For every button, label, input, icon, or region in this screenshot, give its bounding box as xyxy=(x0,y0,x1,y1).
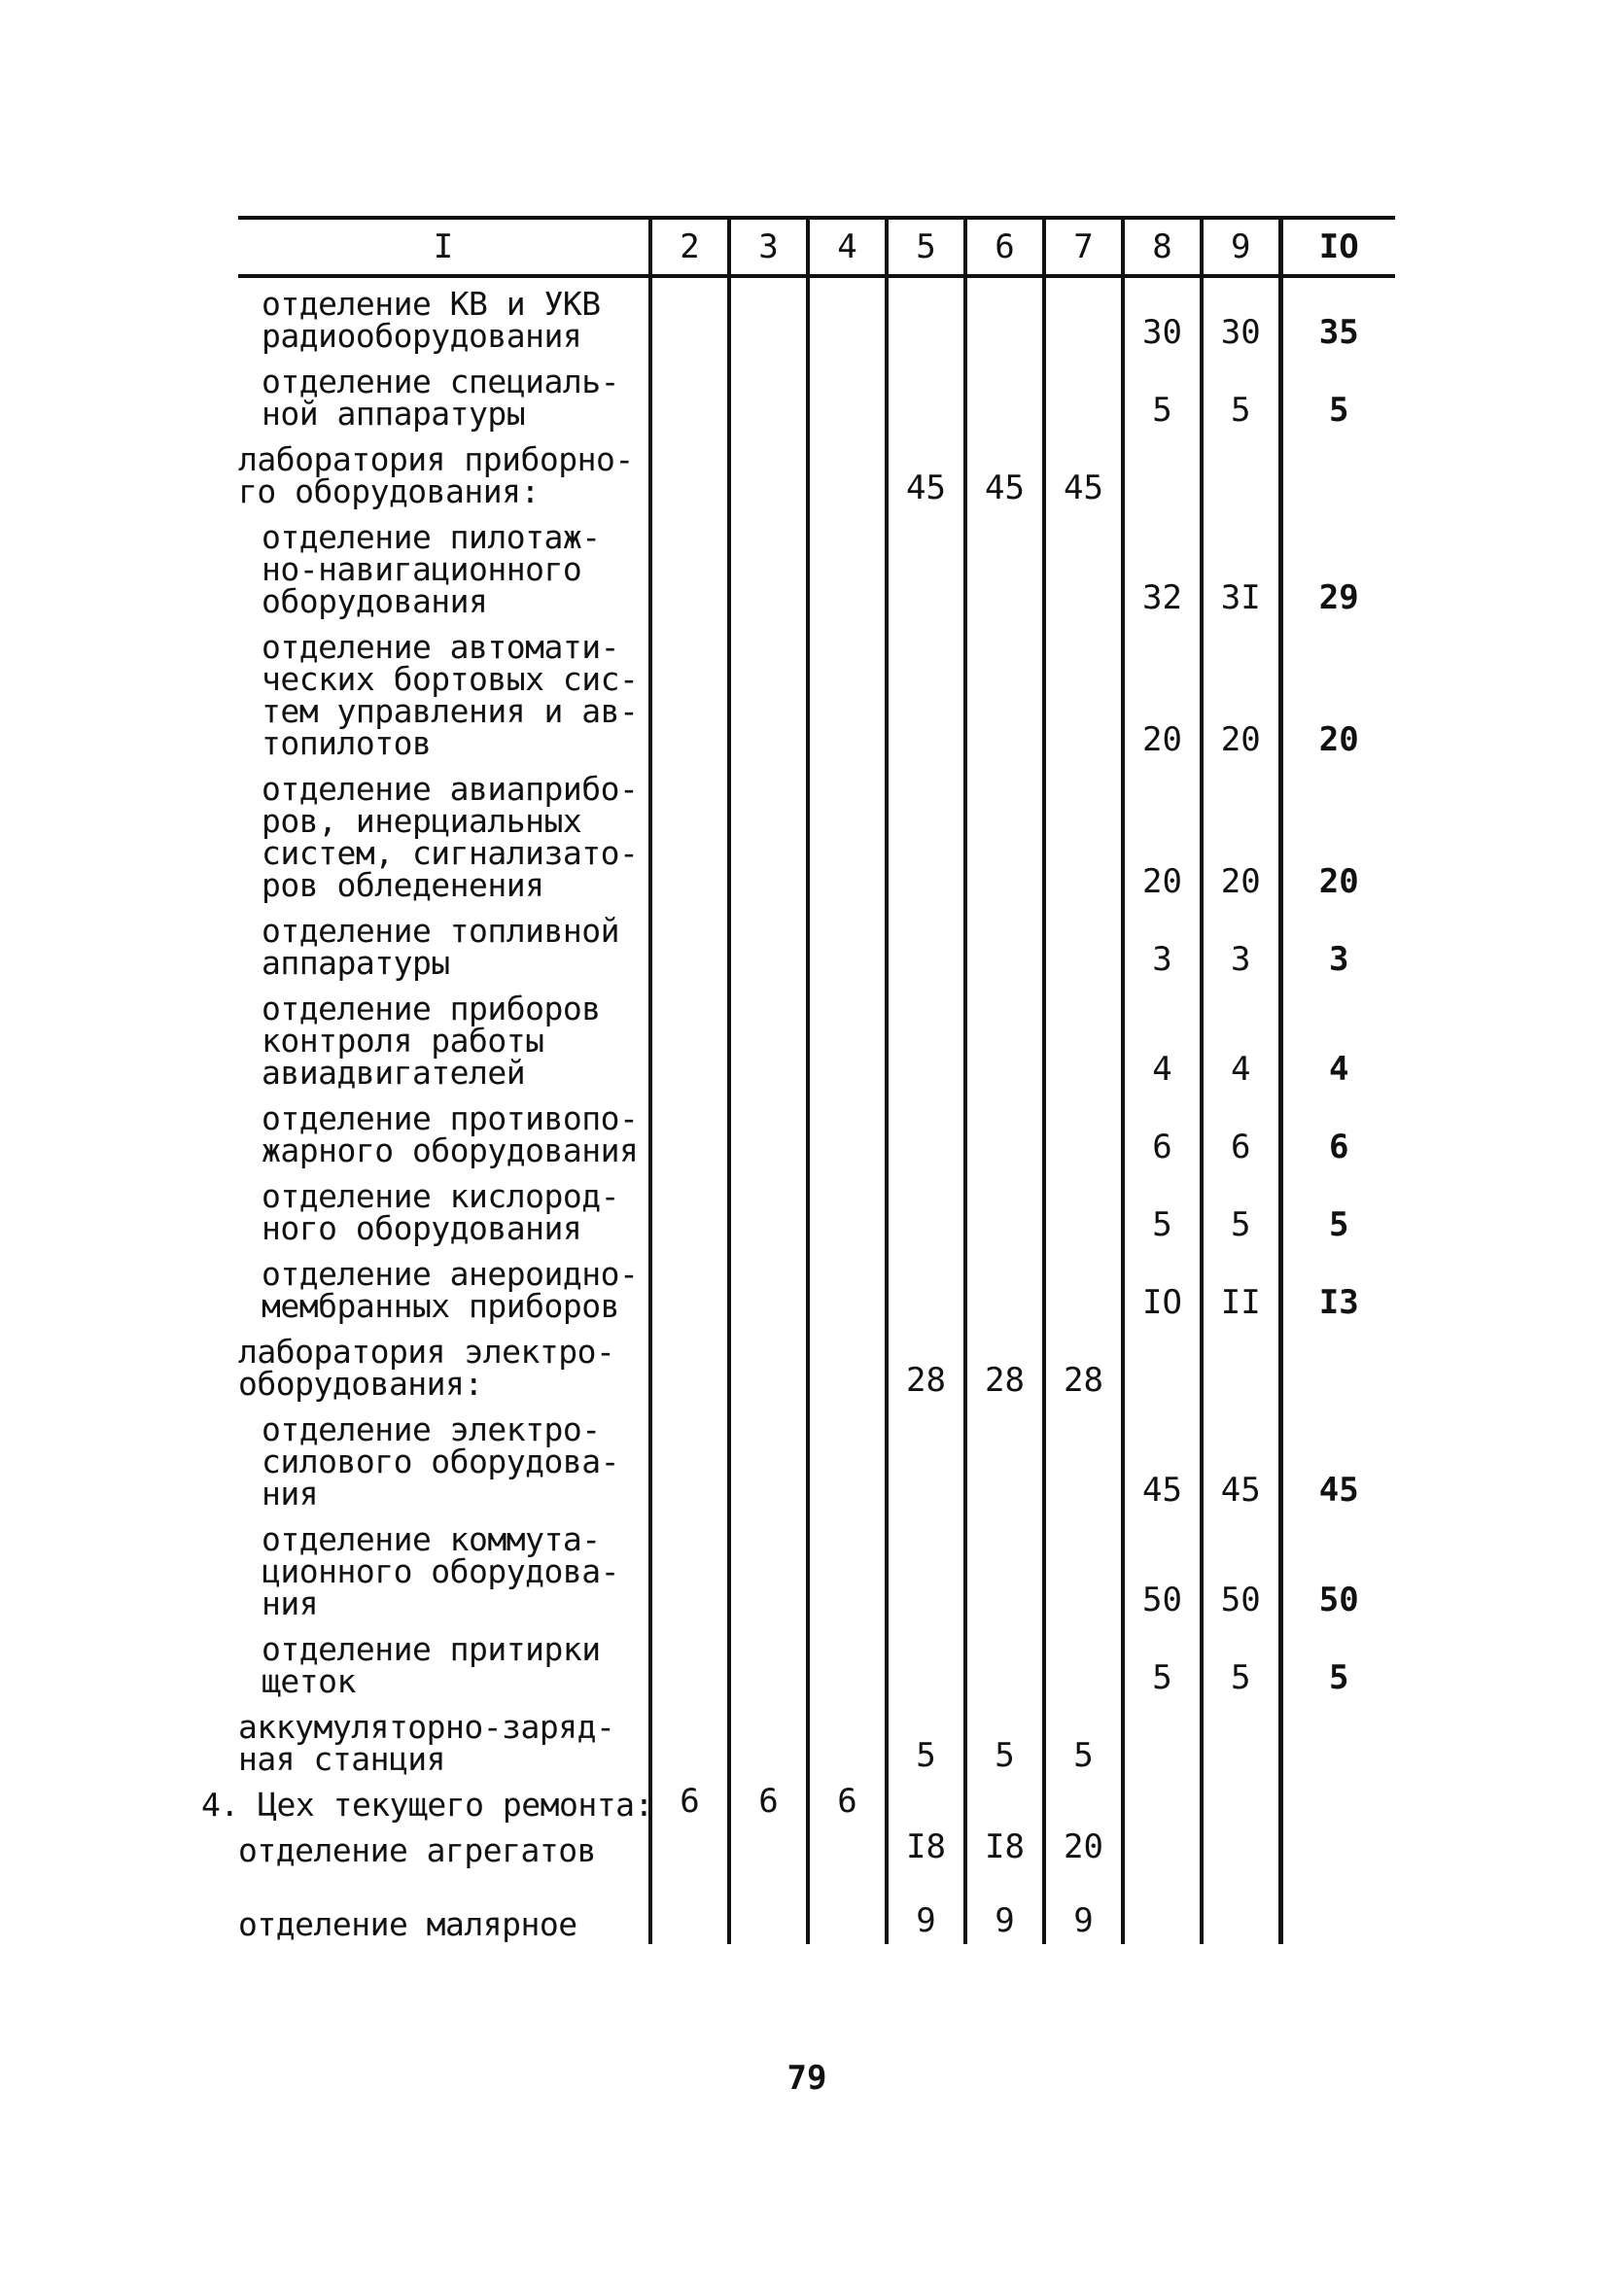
value-cell-col-3 xyxy=(729,356,808,434)
header-row xyxy=(238,218,1395,276)
value-cell-col-10: 5 xyxy=(1280,1623,1395,1701)
value-cell-col-8 xyxy=(1123,1870,1202,1944)
value-cell-col-10: 45 xyxy=(1280,1404,1395,1513)
header-cell-8: 8 xyxy=(1123,218,1202,276)
value-cell-col-6 xyxy=(965,1093,1044,1170)
table-row xyxy=(238,356,1395,434)
row-label-line: ров, инерциальных xyxy=(262,802,582,840)
value-cell-col-3 xyxy=(729,1326,808,1404)
row-label xyxy=(238,1870,650,1944)
value-cell-col-3 xyxy=(729,434,808,511)
value-cell-col-7 xyxy=(1044,763,1123,905)
row-label-line: лаборатория электро- xyxy=(238,1333,615,1371)
value-cell-col-10: 5 xyxy=(1280,356,1395,434)
value-cell-col-9: 20 xyxy=(1202,621,1280,763)
row-label-line: ного оборудования xyxy=(262,1209,582,1247)
value-cell-col-5 xyxy=(887,511,965,621)
value-cell-col-2 xyxy=(650,983,729,1093)
row-label-line: топилотов xyxy=(262,724,432,762)
row-label-line: тем управления и ав- xyxy=(262,692,639,730)
value-cell-col-6 xyxy=(965,763,1044,905)
value-cell-col-7: 20 xyxy=(1044,1825,1123,1870)
row-label-line: но-навигационного xyxy=(262,550,582,588)
row-label-line: отделение противопо- xyxy=(262,1099,639,1137)
value-cell-col-9: 3 xyxy=(1202,905,1280,983)
row-label-line: отделение анероидно- xyxy=(262,1255,639,1293)
row-label-line: ной аппаратуры xyxy=(262,395,526,433)
value-cell-col-5 xyxy=(887,1513,965,1623)
value-cell-col-8: 20 xyxy=(1123,763,1202,905)
header-cell-6: 6 xyxy=(965,218,1044,276)
value-cell-col-8: 5 xyxy=(1123,1623,1202,1701)
value-cell-col-4 xyxy=(808,1170,887,1248)
row-label-line: систем, сигнализато- xyxy=(262,834,639,872)
value-cell-col-9: 5 xyxy=(1202,1623,1280,1701)
table-row xyxy=(238,1093,1395,1170)
value-cell-col-2 xyxy=(650,276,729,356)
value-cell-col-4 xyxy=(808,763,887,905)
value-cell-col-6: I8 xyxy=(965,1825,1044,1870)
value-cell-col-7 xyxy=(1044,1779,1123,1825)
value-cell-col-2 xyxy=(650,356,729,434)
row-label xyxy=(238,983,650,1093)
value-cell-col-6 xyxy=(965,276,1044,356)
row-label-line: радиооборудования xyxy=(262,317,582,355)
table-row xyxy=(238,763,1395,905)
value-cell-col-4 xyxy=(808,983,887,1093)
value-cell-col-6: 45 xyxy=(965,434,1044,511)
row-label-line: ния xyxy=(262,1475,319,1513)
value-cell-col-3 xyxy=(729,983,808,1093)
value-cell-col-8: 30 xyxy=(1123,276,1202,356)
value-cell-col-8 xyxy=(1123,1701,1202,1779)
value-cell-col-6 xyxy=(965,1623,1044,1701)
value-cell-col-2: 6 xyxy=(650,1779,729,1825)
value-cell-col-5 xyxy=(887,983,965,1093)
value-cell-col-10 xyxy=(1280,1825,1395,1870)
row-label-line: щеток xyxy=(262,1662,356,1700)
table-row xyxy=(238,1513,1395,1623)
value-cell-col-2 xyxy=(650,905,729,983)
value-cell-col-9: 4 xyxy=(1202,983,1280,1093)
value-cell-col-4: 6 xyxy=(808,1779,887,1825)
row-label-line: ния xyxy=(262,1584,319,1622)
row-label-line: отделение специаль- xyxy=(262,363,619,400)
value-cell-col-4 xyxy=(808,1623,887,1701)
value-cell-col-2 xyxy=(650,1870,729,1944)
value-cell-col-5: I8 xyxy=(887,1825,965,1870)
value-cell-col-10: I3 xyxy=(1280,1248,1395,1326)
value-cell-col-10: 4 xyxy=(1280,983,1395,1093)
table-row xyxy=(238,1170,1395,1248)
value-cell-col-7 xyxy=(1044,1170,1123,1248)
value-cell-col-9: 5 xyxy=(1202,356,1280,434)
value-cell-col-2 xyxy=(650,434,729,511)
value-cell-col-5 xyxy=(887,621,965,763)
value-cell-col-2 xyxy=(650,621,729,763)
value-cell-col-10: 6 xyxy=(1280,1093,1395,1170)
row-label xyxy=(238,1093,650,1170)
value-cell-col-3 xyxy=(729,905,808,983)
value-cell-col-5: 9 xyxy=(887,1870,965,1944)
value-cell-col-6: 9 xyxy=(965,1870,1044,1944)
value-cell-col-9 xyxy=(1202,1870,1280,1944)
value-cell-col-7 xyxy=(1044,1623,1123,1701)
value-cell-col-3 xyxy=(729,1701,808,1779)
row-label-line: отделение КВ и УКВ xyxy=(262,285,601,323)
row-label-line: отделение автомати- xyxy=(262,628,619,666)
value-cell-col-4 xyxy=(808,356,887,434)
value-cell-col-5 xyxy=(887,905,965,983)
row-label xyxy=(238,1326,650,1404)
value-cell-col-2 xyxy=(650,1170,729,1248)
value-cell-col-8: 32 xyxy=(1123,511,1202,621)
table-row xyxy=(238,1825,1395,1870)
row-label-line: отделение пилотаж- xyxy=(262,518,601,556)
row-label-line: лаборатория приборно- xyxy=(238,440,634,478)
value-cell-col-2 xyxy=(650,1825,729,1870)
value-cell-col-4 xyxy=(808,905,887,983)
row-label-line: отделение коммута- xyxy=(262,1520,601,1558)
value-cell-col-8 xyxy=(1123,1779,1202,1825)
value-cell-col-8 xyxy=(1123,434,1202,511)
value-cell-col-2 xyxy=(650,1404,729,1513)
value-cell-col-7 xyxy=(1044,276,1123,356)
value-cell-col-4 xyxy=(808,1701,887,1779)
value-cell-col-5: 5 xyxy=(887,1701,965,1779)
value-cell-col-4 xyxy=(808,1870,887,1944)
value-cell-col-10: 20 xyxy=(1280,763,1395,905)
value-cell-col-5 xyxy=(887,356,965,434)
value-cell-col-10: 29 xyxy=(1280,511,1395,621)
value-cell-col-7 xyxy=(1044,983,1123,1093)
row-label-line: отделение топливной xyxy=(262,912,619,950)
value-cell-col-8: 50 xyxy=(1123,1513,1202,1623)
page-number: 79 xyxy=(786,2059,827,2098)
header-cell-2: 2 xyxy=(650,218,729,276)
table-row xyxy=(238,1701,1395,1779)
row-label-line: отделение малярное xyxy=(238,1905,577,1943)
row-label-line: отделение приборов xyxy=(262,990,601,1027)
value-cell-col-4 xyxy=(808,1825,887,1870)
row-label-line: го оборудования: xyxy=(238,472,540,510)
value-cell-col-9: 20 xyxy=(1202,763,1280,905)
value-cell-col-3 xyxy=(729,511,808,621)
value-cell-col-6 xyxy=(965,356,1044,434)
value-cell-col-9: 6 xyxy=(1202,1093,1280,1170)
value-cell-col-7 xyxy=(1044,1248,1123,1326)
value-cell-col-2 xyxy=(650,1326,729,1404)
value-cell-col-5: 28 xyxy=(887,1326,965,1404)
row-label-line: аппаратуры xyxy=(262,944,450,982)
value-cell-col-8: 3 xyxy=(1123,905,1202,983)
value-cell-col-2 xyxy=(650,1513,729,1623)
value-cell-col-3 xyxy=(729,1170,808,1248)
value-cell-col-9: 3I xyxy=(1202,511,1280,621)
row-label xyxy=(238,434,650,511)
table-row xyxy=(238,1870,1395,1944)
value-cell-col-9 xyxy=(1202,1779,1280,1825)
value-cell-col-2 xyxy=(650,1701,729,1779)
value-cell-col-3 xyxy=(729,1623,808,1701)
table-row xyxy=(238,905,1395,983)
value-cell-col-2 xyxy=(650,511,729,621)
value-cell-col-5 xyxy=(887,1248,965,1326)
value-cell-col-8: 5 xyxy=(1123,356,1202,434)
table-row xyxy=(238,511,1395,621)
value-cell-col-6 xyxy=(965,983,1044,1093)
value-cell-col-4 xyxy=(808,1093,887,1170)
row-label-line: оборудования xyxy=(262,582,488,620)
value-cell-col-10: 20 xyxy=(1280,621,1395,763)
value-cell-col-5 xyxy=(887,1779,965,1825)
row-label-line: отделение притирки xyxy=(262,1630,601,1668)
value-cell-col-8: 20 xyxy=(1123,621,1202,763)
row-label-line: отделение агрегатов xyxy=(238,1831,596,1869)
value-cell-col-4 xyxy=(808,276,887,356)
value-cell-col-5 xyxy=(887,1623,965,1701)
row-label-line: ческих бортовых сис- xyxy=(262,660,639,698)
table-row xyxy=(238,1404,1395,1513)
table-row xyxy=(238,1326,1395,1404)
row-label xyxy=(238,276,650,356)
row-label xyxy=(238,1623,650,1701)
row-label-line: оборудования: xyxy=(238,1365,483,1403)
value-cell-col-9 xyxy=(1202,1326,1280,1404)
value-cell-col-9: 45 xyxy=(1202,1404,1280,1513)
value-cell-col-10: 5 xyxy=(1280,1170,1395,1248)
value-cell-col-7 xyxy=(1044,1513,1123,1623)
value-cell-col-7: 28 xyxy=(1044,1326,1123,1404)
row-label-line: отделение кислород- xyxy=(262,1177,619,1215)
row-label-line: ная станция xyxy=(238,1740,446,1778)
value-cell-col-8 xyxy=(1123,1825,1202,1870)
value-cell-col-4 xyxy=(808,1404,887,1513)
header-cell-7: 7 xyxy=(1044,218,1123,276)
value-cell-col-10: 35 xyxy=(1280,276,1395,356)
table-row xyxy=(238,621,1395,763)
value-cell-col-2 xyxy=(650,1093,729,1170)
row-label-line: отделение электро- xyxy=(262,1410,601,1448)
value-cell-col-9: II xyxy=(1202,1248,1280,1326)
header-cell-10: IO xyxy=(1280,218,1395,276)
value-cell-col-7: 9 xyxy=(1044,1870,1123,1944)
value-cell-col-4 xyxy=(808,1248,887,1326)
value-cell-col-3 xyxy=(729,1825,808,1870)
value-cell-col-3 xyxy=(729,763,808,905)
table-row xyxy=(238,1248,1395,1326)
value-cell-col-4 xyxy=(808,1326,887,1404)
header-cell-1: I xyxy=(238,218,650,276)
value-cell-col-3 xyxy=(729,1513,808,1623)
row-label-line: мембранных приборов xyxy=(262,1287,619,1325)
value-cell-col-5: 45 xyxy=(887,434,965,511)
header-cell-4: 4 xyxy=(808,218,887,276)
value-cell-col-8 xyxy=(1123,1326,1202,1404)
row-label xyxy=(238,356,650,434)
value-cell-col-8: 45 xyxy=(1123,1404,1202,1513)
value-cell-col-2 xyxy=(650,763,729,905)
row-label-line: авиадвигателей xyxy=(262,1054,526,1092)
value-cell-col-9: 50 xyxy=(1202,1513,1280,1623)
value-cell-col-3 xyxy=(729,1093,808,1170)
header-cell-5: 5 xyxy=(887,218,965,276)
value-cell-col-4 xyxy=(808,434,887,511)
value-cell-col-7 xyxy=(1044,905,1123,983)
value-cell-col-7 xyxy=(1044,1404,1123,1513)
row-label-line: аккумуляторно-заряд- xyxy=(238,1708,615,1746)
value-cell-col-10 xyxy=(1280,1701,1395,1779)
value-cell-col-5 xyxy=(887,1093,965,1170)
value-cell-col-10: 3 xyxy=(1280,905,1395,983)
value-cell-col-2 xyxy=(650,1248,729,1326)
row-label-line: контроля работы xyxy=(262,1022,544,1060)
value-cell-col-4 xyxy=(808,511,887,621)
value-cell-col-7 xyxy=(1044,621,1123,763)
row-label-line: отделение авиаприбо- xyxy=(262,770,639,808)
value-cell-col-4 xyxy=(808,1513,887,1623)
row-label xyxy=(238,1404,650,1513)
value-cell-col-7 xyxy=(1044,511,1123,621)
row-label-line: ров обледенения xyxy=(262,866,544,904)
value-cell-col-6 xyxy=(965,905,1044,983)
table-row xyxy=(238,983,1395,1093)
row-label-line: ционного оборудова- xyxy=(262,1552,619,1590)
table-row xyxy=(238,276,1395,356)
table-row xyxy=(238,1623,1395,1701)
value-cell-col-3 xyxy=(729,1870,808,1944)
value-cell-col-8: 5 xyxy=(1123,1170,1202,1248)
value-cell-col-10 xyxy=(1280,1326,1395,1404)
value-cell-col-7: 5 xyxy=(1044,1701,1123,1779)
value-cell-col-10 xyxy=(1280,1779,1395,1825)
value-cell-col-3 xyxy=(729,276,808,356)
value-cell-col-5 xyxy=(887,763,965,905)
value-cell-col-2 xyxy=(650,1623,729,1701)
value-cell-col-6 xyxy=(965,621,1044,763)
value-cell-col-6 xyxy=(965,1404,1044,1513)
row-label-line: силового оборудова- xyxy=(262,1443,619,1480)
row-label xyxy=(238,763,650,905)
value-cell-col-4 xyxy=(808,621,887,763)
table-body xyxy=(201,276,1395,1944)
value-cell-col-3 xyxy=(729,621,808,763)
value-cell-col-6 xyxy=(965,511,1044,621)
row-label xyxy=(238,1170,650,1248)
data-table xyxy=(201,216,1395,1944)
row-label-line: жарного оборудования xyxy=(262,1131,639,1169)
value-cell-col-7 xyxy=(1044,1093,1123,1170)
value-cell-col-10: 50 xyxy=(1280,1513,1395,1623)
value-cell-col-6 xyxy=(965,1779,1044,1825)
value-cell-col-3 xyxy=(729,1248,808,1326)
row-label xyxy=(201,1779,653,1825)
value-cell-col-8: IO xyxy=(1123,1248,1202,1326)
row-label xyxy=(238,1825,650,1870)
value-cell-col-3 xyxy=(729,1404,808,1513)
row-label xyxy=(238,1248,650,1326)
row-label xyxy=(238,1513,650,1623)
value-cell-col-6 xyxy=(965,1170,1044,1248)
value-cell-col-9 xyxy=(1202,1825,1280,1870)
value-cell-col-10 xyxy=(1280,434,1395,511)
row-label-line: 4. Цех текущего ремонта: xyxy=(201,1786,653,1824)
table-row xyxy=(238,434,1395,511)
row-label xyxy=(238,905,650,983)
header-cell-9: 9 xyxy=(1202,218,1280,276)
value-cell-col-6: 5 xyxy=(965,1701,1044,1779)
value-cell-col-7 xyxy=(1044,356,1123,434)
value-cell-col-5 xyxy=(887,276,965,356)
value-cell-col-8: 6 xyxy=(1123,1093,1202,1170)
value-cell-col-7: 45 xyxy=(1044,434,1123,511)
value-cell-col-6 xyxy=(965,1513,1044,1623)
row-label xyxy=(238,621,650,763)
value-cell-col-5 xyxy=(887,1404,965,1513)
value-cell-col-9: 5 xyxy=(1202,1170,1280,1248)
table-row xyxy=(238,1779,1395,1825)
row-label xyxy=(238,511,650,621)
row-label xyxy=(238,1701,650,1779)
value-cell-col-9 xyxy=(1202,434,1280,511)
header-cell-3: 3 xyxy=(729,218,808,276)
value-cell-col-5 xyxy=(887,1170,965,1248)
value-cell-col-10 xyxy=(1280,1870,1395,1944)
value-cell-col-9 xyxy=(1202,1701,1280,1779)
value-cell-col-3: 6 xyxy=(729,1779,808,1825)
value-cell-col-9: 30 xyxy=(1202,276,1280,356)
value-cell-col-6 xyxy=(965,1248,1044,1326)
value-cell-col-8: 4 xyxy=(1123,983,1202,1093)
value-cell-col-6: 28 xyxy=(965,1326,1044,1404)
